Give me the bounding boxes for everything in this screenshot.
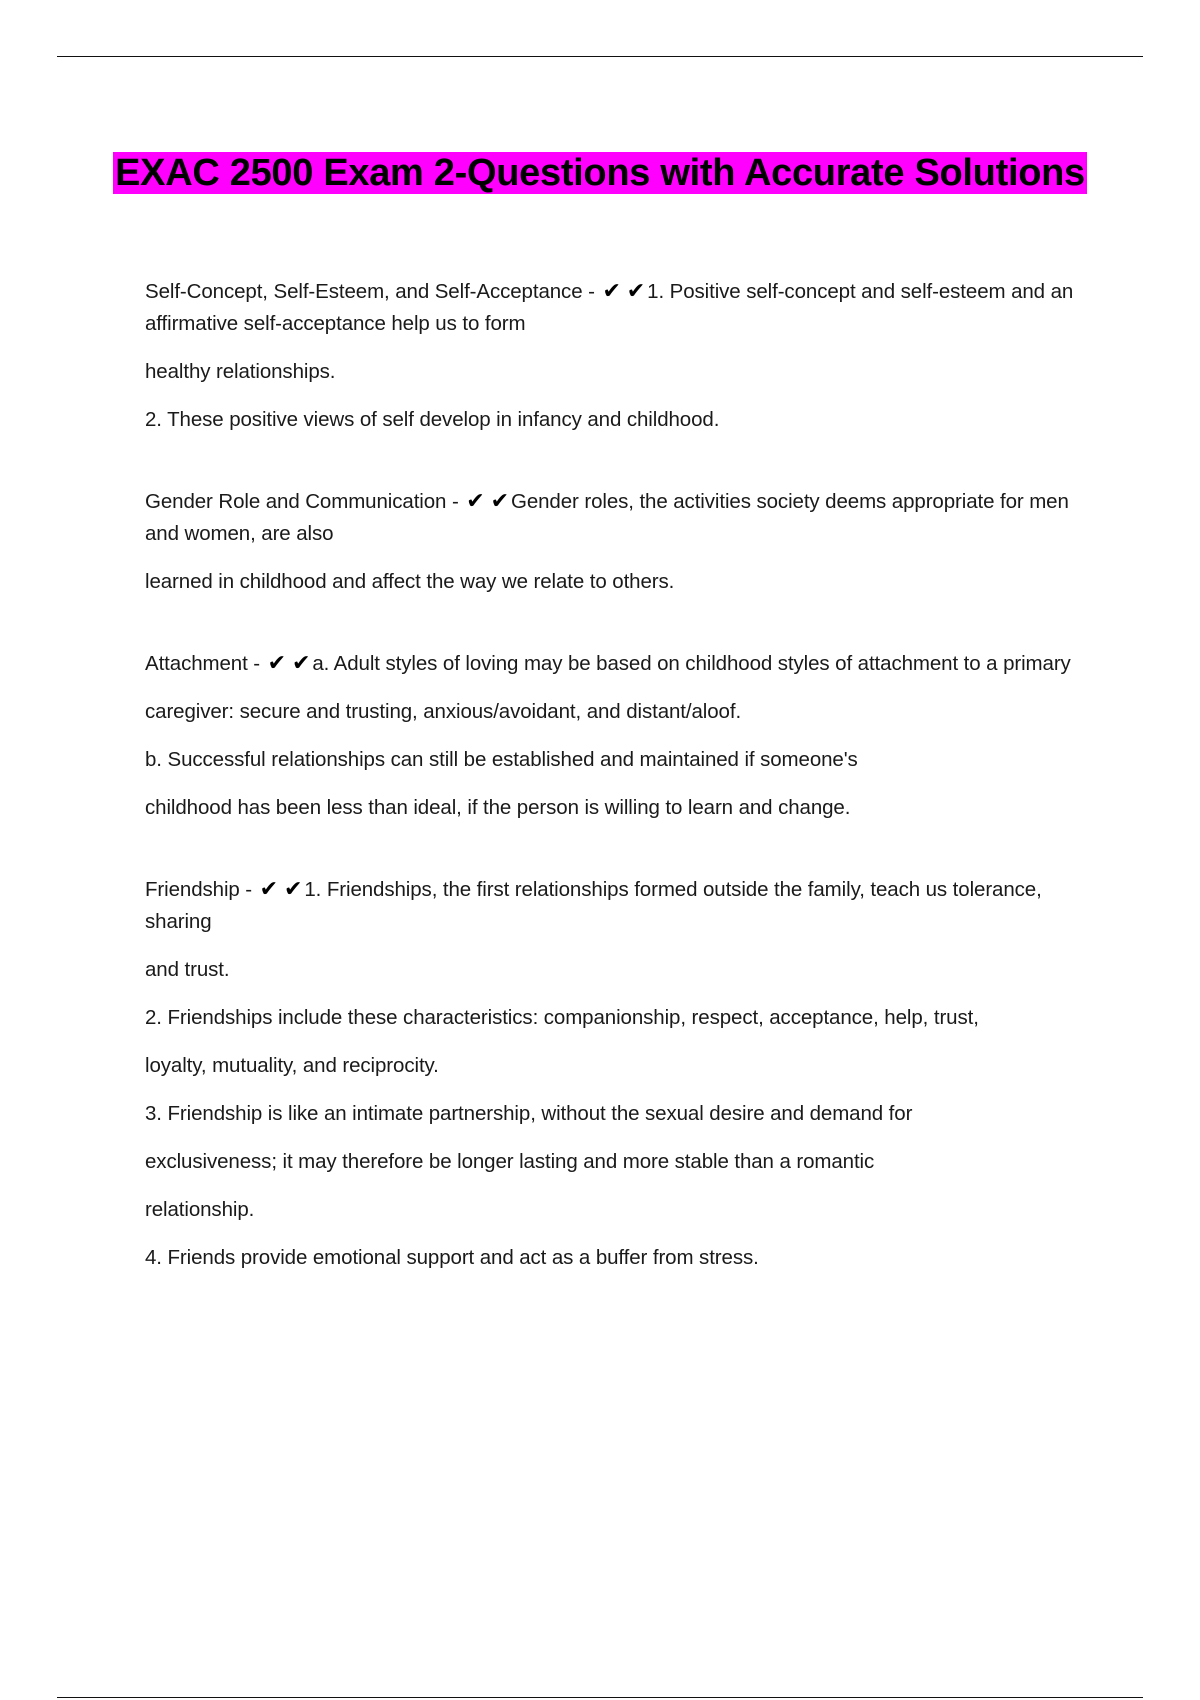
entry-line: caregiver: secure and trusting, anxious/avoidant, and distant/aloof. [145, 700, 742, 723]
entry-term: Self-Concept, Self-Esteem, and Self-Acceptance - [145, 280, 595, 303]
check-mark-icon: ✔ [490, 489, 509, 514]
entry-line: 2. These positive views of self develop in infancy and childhood. [145, 408, 720, 431]
check-mark-icon: ✔ [626, 279, 646, 304]
document-body [145, 276, 1095, 1274]
entry-line: exclusiveness; it may therefore be longer lasting and more stable than a romantic [145, 1150, 875, 1173]
entry-term: Attachment - [145, 652, 261, 675]
entry-line: healthy relationships. [145, 360, 336, 383]
entry-answer: a. Adult styles of loving may be based on childhood styles of attachment to a primary [312, 652, 1071, 675]
entry-answer: Gender roles, the activities society deems appropriate for men and women, are also [145, 490, 1069, 545]
entry-lead [145, 486, 1095, 550]
entry-line: and trust. [145, 958, 230, 981]
entry-lead [145, 648, 1095, 680]
entry-line: 2. Friendships include these characteristics: companionship, respect, acceptance, help, trust, [145, 1006, 979, 1029]
check-mark-icon: ✔ [267, 651, 286, 676]
entry-lead [145, 276, 1095, 340]
title-block [100, 144, 1100, 202]
check-mark-icon: ✔ [284, 877, 303, 902]
footer-rule [57, 1697, 1143, 1698]
check-mark-icon: ✔ [291, 651, 311, 676]
entry-answer: 1. Positive self-concept and self-esteem and an affirmative self-acceptance help us to form [145, 280, 1074, 335]
entry-line: 4. Friends provide emotional support and act as a buffer from stress. [145, 1246, 759, 1269]
header-rule [57, 56, 1143, 57]
entry-line: loyalty, mutuality, and reciprocity. [145, 1054, 439, 1077]
check-mark-icon: ✔ [466, 489, 485, 514]
check-mark-icon: ✔ [259, 877, 278, 902]
entry-line: childhood has been less than ideal, if the person is willing to learn and change. [145, 796, 851, 819]
entry-line: 3. Friendship is like an intimate partnership, without the sexual desire and demand for [145, 1102, 913, 1125]
entry-friendship [145, 874, 1095, 1274]
entry-line: b. Successful relationships can still be established and maintained if someone's [145, 748, 858, 771]
check-mark-icon: ✔ [602, 279, 621, 304]
entry-term: Gender Role and Communication - [145, 490, 459, 513]
entry-line: relationship. [145, 1198, 255, 1221]
entry-attachment [145, 648, 1095, 824]
entry-gender-role [145, 486, 1095, 598]
entry-lead [145, 874, 1095, 938]
entry-answer: 1. Friendships, the first relationships formed outside the family, teach us tolerance, sharing [145, 878, 1042, 933]
document-title: EXAC 2500 Exam 2-Questions with Accurate Solutions [115, 152, 1085, 194]
entry-line: learned in childhood and affect the way we relate to others. [145, 570, 675, 593]
entry-term: Friendship - [145, 878, 253, 901]
entry-self-concept [145, 276, 1095, 436]
